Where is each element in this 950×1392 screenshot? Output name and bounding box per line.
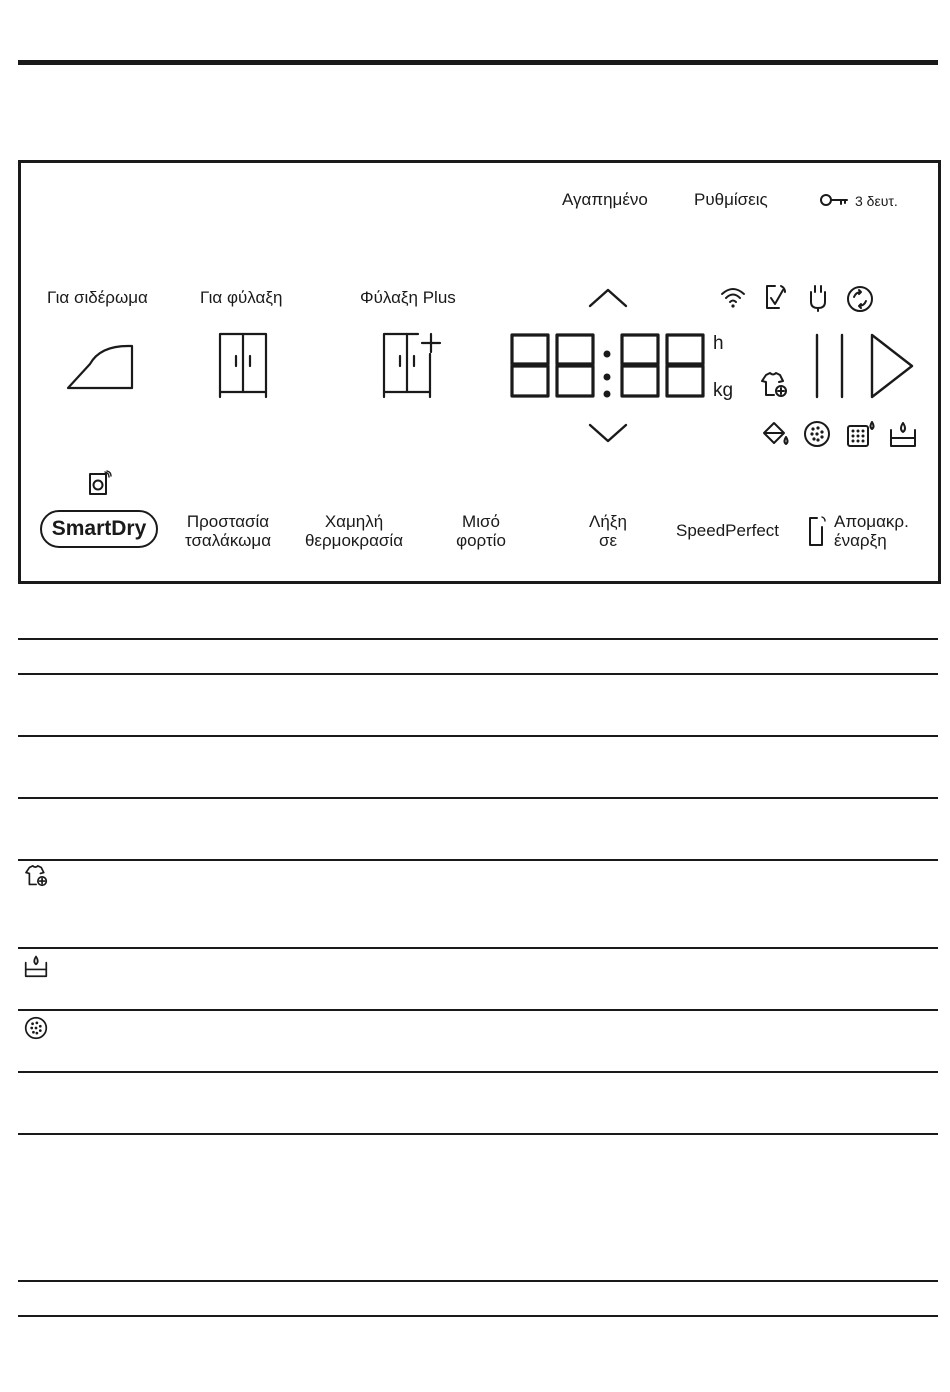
table-rule	[18, 638, 938, 640]
wrinkle-protection-line1: Προστασία	[186, 512, 270, 531]
remote-check-icon	[765, 284, 787, 312]
wardrobe-icon[interactable]	[218, 332, 270, 398]
end-in-line1: Λήξη	[589, 512, 627, 531]
drain-water-icon	[762, 421, 790, 447]
key-lock-icon	[820, 193, 850, 207]
wrinkle-protection-button[interactable]	[178, 512, 278, 550]
half-load-line2: φορτίο	[456, 531, 506, 550]
remote-start-line1: Απομακρ.	[834, 512, 909, 531]
start-button[interactable]	[870, 333, 914, 399]
plug-icon	[807, 284, 829, 312]
table-rule	[18, 1280, 938, 1282]
down-arrow-button[interactable]	[588, 423, 628, 443]
water-tank-icon	[24, 954, 48, 978]
pause-button[interactable]	[814, 333, 846, 399]
up-arrow-button[interactable]	[588, 288, 628, 308]
filter-icon	[803, 420, 831, 448]
settings-button[interactable]: Ρυθμίσεις	[694, 190, 768, 209]
table-rule	[18, 947, 938, 949]
refresh-icon	[846, 285, 874, 313]
remote-start-button[interactable]	[834, 512, 909, 550]
shirt-plus-icon	[24, 865, 50, 887]
iron-icon[interactable]	[66, 338, 134, 390]
end-in-button[interactable]	[568, 512, 648, 550]
table-rule	[18, 1071, 938, 1073]
program-storage-plus-label[interactable]: Φύλαξη Plus	[360, 288, 456, 307]
table-rule	[18, 797, 938, 799]
wrinkle-protection-line2: τσαλάκωμα	[184, 531, 272, 550]
table-rule	[18, 1009, 938, 1011]
program-iron-label[interactable]: Για σιδέρωμα	[47, 288, 148, 307]
smartdry-button[interactable]: SmartDry	[40, 510, 158, 548]
table-rule	[18, 1133, 938, 1135]
low-temperature-button[interactable]	[296, 512, 412, 550]
wifi-icon	[720, 286, 746, 308]
time-display	[510, 333, 710, 399]
table-rule	[18, 859, 938, 861]
filter-icon	[24, 1016, 48, 1040]
low-temperature-line2: θερμοκρασία	[304, 531, 404, 550]
table-rule	[18, 735, 938, 737]
condenser-icon	[846, 420, 876, 448]
unit-kg: kg	[713, 380, 734, 401]
table-rule	[18, 673, 938, 675]
remote-start-line2: έναρξη	[834, 531, 887, 550]
shirt-plus-icon	[760, 372, 790, 398]
favorite-button[interactable]: Αγαπημένο	[562, 190, 648, 209]
remote-start-icon	[808, 515, 828, 547]
water-tank-icon	[889, 420, 917, 448]
end-in-line2: σε	[598, 531, 618, 550]
wardrobe-plus-icon[interactable]	[382, 332, 442, 398]
smartdry-appliance-icon	[88, 470, 112, 496]
low-temperature-line1: Χαμηλή	[324, 512, 384, 531]
half-load-button[interactable]	[441, 512, 521, 550]
unit-hours: h	[713, 333, 724, 354]
speedperfect-button[interactable]: SpeedPerfect	[676, 521, 780, 540]
program-storage-label[interactable]: Για φύλαξη	[200, 288, 283, 307]
table-rule	[18, 1315, 938, 1317]
top-rule	[18, 60, 938, 65]
half-load-line1: Μισό	[462, 512, 500, 531]
lock-hint-text: 3 δευτ.	[855, 193, 898, 209]
